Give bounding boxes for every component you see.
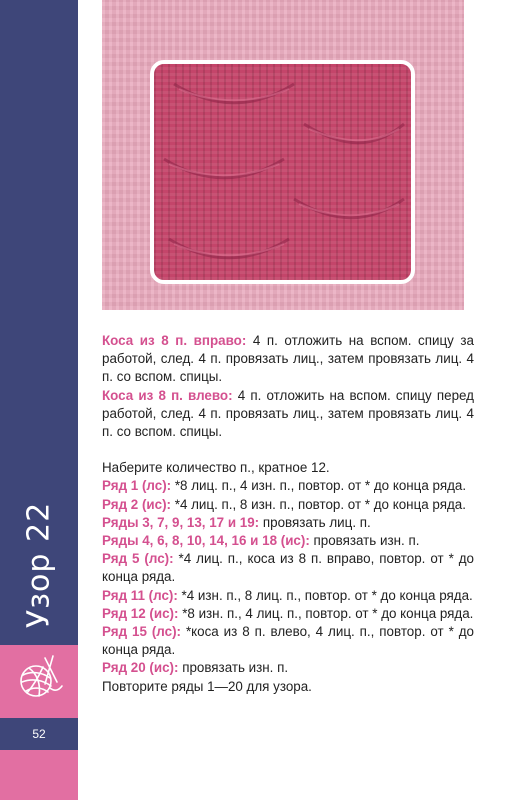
definition-cable-left <box>102 387 474 442</box>
row-text: *8 изн. п., 4 лиц. п., повтор. от * до конца ряда. <box>178 605 474 621</box>
row-text: провязать изн. п. <box>178 660 289 676</box>
yarn-ball-icon <box>15 652 65 702</box>
row-label: Ряд 5 (лс): <box>102 551 174 567</box>
row-instruction <box>102 514 474 532</box>
pattern-instructions <box>102 332 474 696</box>
row-instruction <box>102 659 474 677</box>
definition-text: 4 п. отложить на вспом. спицу за работой, след. 4 п. провязать лиц., затем провязать лиц. 4 п. со вспом. спицы. <box>102 333 474 385</box>
row-label: Ряд 1 (лс): <box>102 478 172 494</box>
row-text: *4 изн. п., 8 лиц. п., повтор. от * до конца ряда. <box>177 587 473 603</box>
cast-on-instruction: Наберите количество п., кратное 12. <box>102 460 330 476</box>
row-instruction <box>102 550 474 586</box>
knit-pattern-photo <box>102 0 464 310</box>
row-instruction <box>102 605 474 623</box>
row-instruction <box>102 496 474 514</box>
section-title: Узор 22 <box>21 501 57 629</box>
row-label: Ряды 3, 7, 9, 13, 17 и 19: <box>102 514 260 530</box>
definition-cable-right <box>102 332 474 387</box>
definition-term: Коса из 8 п. вправо: <box>102 333 247 348</box>
row-text: провязать лиц. п. <box>259 514 371 530</box>
row-instruction <box>102 477 474 495</box>
row-instruction <box>102 623 474 659</box>
row-instruction <box>102 587 474 605</box>
row-label: Ряд 11 (лс): <box>102 587 178 603</box>
row-label: Ряд 20 (ис): <box>102 660 179 676</box>
row-text: *4 лиц. п., коса из 8 п. вправо, повтор. от * до конца ряда. <box>102 551 474 585</box>
definition-text: 4 п. отложить на вспом. спицу перед работой, след. 4 п. провязать лиц., затем провязать лиц. 4 п. со вспом. спицы. <box>102 387 474 440</box>
page-number: 52 <box>0 718 78 750</box>
row-label: Ряд 2 (ис): <box>102 496 172 512</box>
row-label: Ряд 15 (лс): <box>102 624 181 640</box>
row-label: Ряды 4, 6, 8, 10, 14, 16 и 18 (ис): <box>102 533 310 549</box>
row-text: *8 лиц. п., 4 изн. п., повтор. от * до конца ряда. <box>171 478 467 494</box>
row-text: *коса из 8 п. влево, 4 лиц. п., повтор. от * до конца ряда. <box>102 624 474 658</box>
row-instruction <box>102 532 474 550</box>
row-label: Ряд 12 (ис): <box>102 605 179 621</box>
row-text: провязать изн. п. <box>309 533 420 549</box>
definition-term: Коса из 8 п. влево: <box>102 387 233 403</box>
repeat-instruction: Повторите ряды 1—20 для узора. <box>102 678 312 694</box>
cable-pattern-graphic <box>154 64 411 280</box>
knit-swatch-image <box>150 60 415 284</box>
row-text: *4 лиц. п., 8 изн. п., повтор. от * до конца ряда. <box>171 496 466 512</box>
